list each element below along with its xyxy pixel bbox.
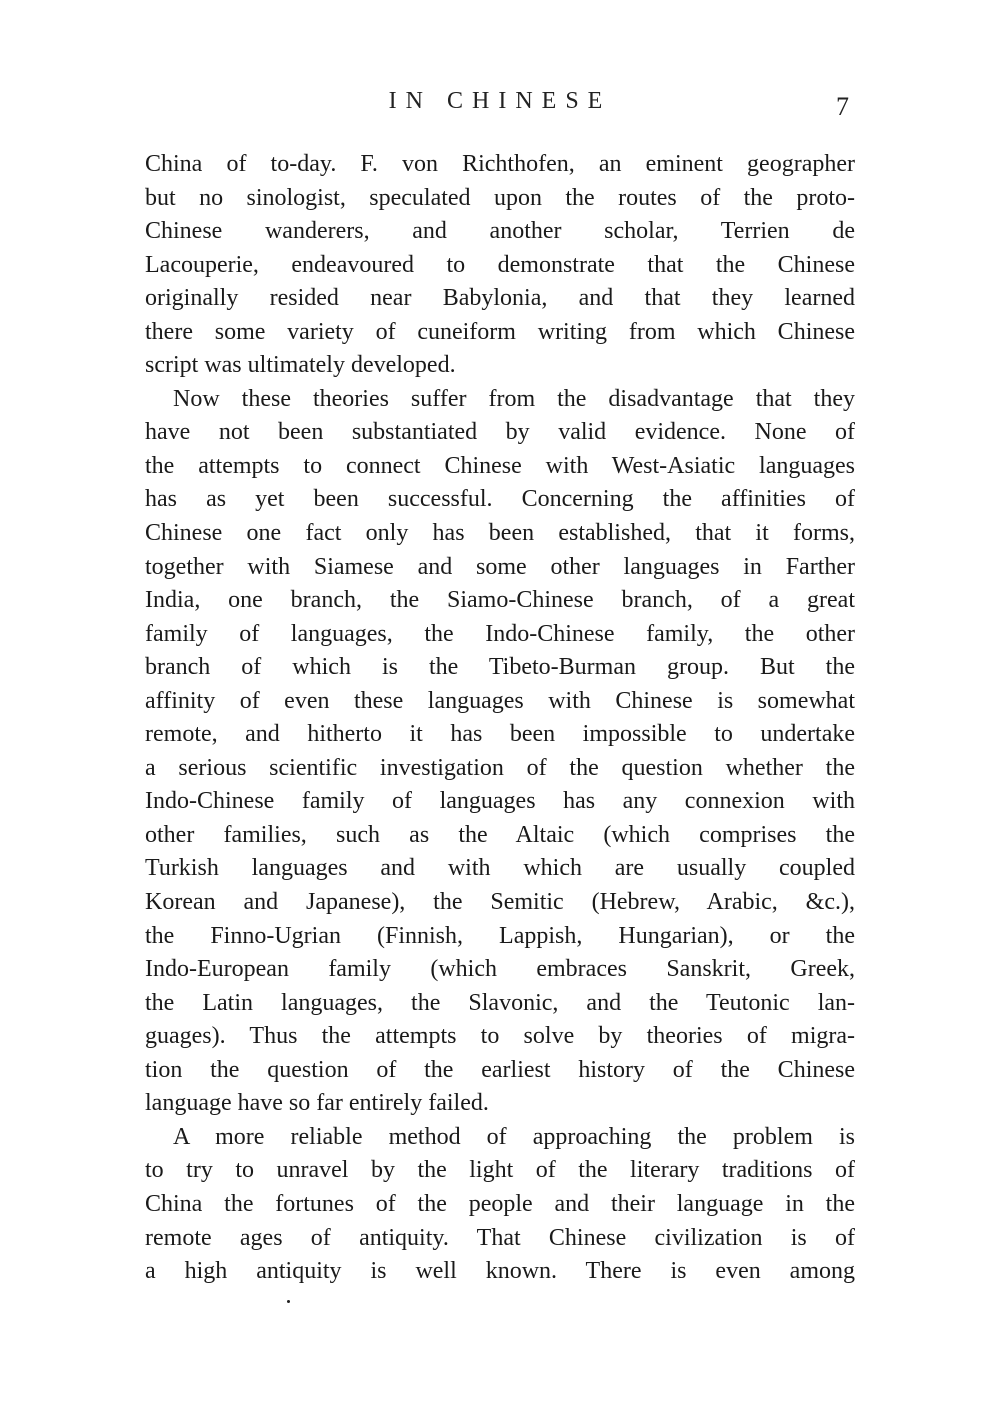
text-line: a high antiquity is well known. There is even among [145, 1258, 855, 1285]
text-line: Lacouperie, endeavoured to demonstrate that the Chinese [145, 251, 855, 278]
text-line: Chinese one fact only has been established, that it forms, [145, 520, 855, 547]
text-line: China the fortunes of the people and their language in the [145, 1190, 855, 1217]
text-line: tion the question of the earliest history of the Chinese [145, 1056, 855, 1083]
text-line: the Finno-Ugrian (Finnish, Lappish, Hungarian), or the [145, 922, 855, 949]
text-line: Turkish languages and with which are usually coupled [145, 855, 855, 882]
text-line: but no sinologist, speculated upon the routes of the proto- [145, 184, 855, 211]
text-line: script was ultimately developed. [145, 352, 456, 379]
text-line: remote, and hitherto it has been impossible to undertake [145, 721, 855, 748]
text-line: to try to unravel by the light of the literary traditions of [145, 1157, 855, 1184]
text-line: language have so far entirely failed. [145, 1090, 489, 1117]
text-line: a serious scientific investigation of the question whether the [145, 754, 855, 781]
text-line: Indo-Chinese family of languages has any connexion with [145, 788, 855, 815]
text-line: remote ages of antiquity. That Chinese civilization is of [145, 1224, 855, 1251]
text-line: A more reliable method of approaching the problem is [173, 1123, 855, 1150]
text-line: the Latin languages, the Slavonic, and the Teutonic lan- [145, 989, 855, 1016]
scan-speck [287, 1300, 290, 1303]
text-line: Chinese wanderers, and another scholar, Terrien de [145, 218, 855, 245]
text-line: Korean and Japanese), the Semitic (Hebrew, Arabic, &c.), [145, 889, 855, 916]
text-line: other families, such as the Altaic (which comprises the [145, 821, 855, 848]
text-line: China of to-day. F. von Richthofen, an eminent geographer [145, 151, 855, 177]
page-number: 7 [836, 92, 849, 121]
body-text [145, 148, 855, 1289]
text-line: Indo-European family (which embraces Sanskrit, Greek, [145, 956, 855, 983]
text-line: family of languages, the Indo-Chinese family, the other [145, 620, 855, 647]
text-line: Now these theories suffer from the disadvantage that they [173, 385, 855, 412]
text-line: originally resided near Babylonia, and that they learned [145, 285, 855, 312]
text-line: guages). Thus the attempts to solve by theories of migra- [145, 1023, 855, 1050]
text-line: together with Siamese and some other languages in Farther [145, 553, 855, 580]
running-title: IN CHINESE [388, 88, 612, 114]
text-line: India, one branch, the Siamo-Chinese branch, of a great [145, 587, 855, 614]
text-line: has as yet been successful. Concerning the affinities of [145, 486, 855, 513]
text-line: branch of which is the Tibeto-Burman group. But the [145, 654, 855, 681]
text-line: there some variety of cuneiform writing from which Chinese [145, 318, 855, 345]
text-line: have not been substantiated by valid evidence. None of [145, 419, 855, 446]
text-line: affinity of even these languages with Chinese is somewhat [145, 687, 855, 714]
text-line: the attempts to connect Chinese with West-Asiatic languages [145, 452, 855, 479]
